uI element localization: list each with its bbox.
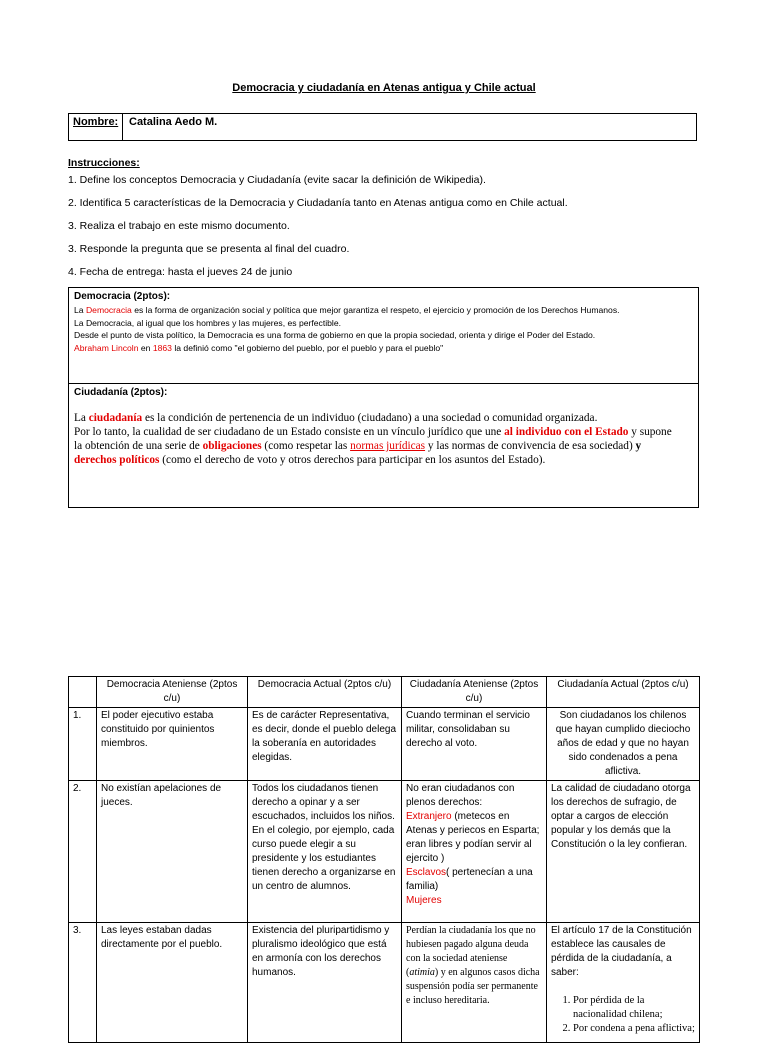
instruction-item: 1. Define los conceptos Democracia y Ciudadanía (evite sacar la definición de Wikipedia).: [68, 174, 486, 186]
header-num-cell: [69, 677, 97, 708]
list-item: 2. Por condena a pena aflictiva;: [573, 1022, 695, 1036]
table-cell[interactable]: Perdían la ciudadanía los que no hubiesen pagado alguna deuda con la sociedad ateniense (atimia) y en algunos casos dicha suspensión podía ser permanente e incluso hereditaria.: [402, 923, 547, 1043]
democracia-box: [68, 287, 699, 384]
table-cell[interactable]: No existían apelaciones de jueces.: [97, 781, 248, 923]
table-cell[interactable]: Es de carácter Representativa, es decir, donde el pueblo delega la soberanía en autoridades elegidas.: [248, 708, 402, 781]
instructions-heading: Instrucciones:: [68, 157, 140, 169]
header-democracia-ateniense: Democracia Ateniense (2ptos c/u): [97, 677, 248, 708]
instruction-item: 4. Fecha de entrega: hasta el jueves 24 de junio: [68, 266, 293, 278]
list-item: 1. Por pérdida de la nacionalidad chilena;: [573, 994, 695, 1022]
name-value[interactable]: Catalina Aedo M.: [129, 116, 218, 128]
table-row: [69, 708, 700, 781]
header-ciudadania-ateniense: Ciudadanía Ateniense (2ptos c/u): [402, 677, 547, 708]
row-number: 3.: [69, 923, 97, 1043]
table-cell[interactable]: Son ciudadanos los chilenos que hayan cumplido dieciocho años de edad y que no hayan sido condenados a pena aflictiva.: [547, 708, 700, 781]
table-cell[interactable]: Todos los ciudadanos tienen derecho a opinar y a ser escuchados, incluidos los niños. En el colegio, por ejemplo, cada curso puede elegir a su presidente y los estudiantes tienen derecho a organizarse en un centro de alumnos.: [248, 781, 402, 923]
democracia-text[interactable]: La Democracia es la forma de organización social y política que mejor garantiza el respeto, el ejercicio y promoción de los Derechos Humanos. La Democracia, al igual que los hombres y las mujeres, es perfectible. Desde el punto de vista político, la Democracia es una forma de gobierno en que la propia sociedad, orienta y dirige el Poder del Estado. Abraham Lincoln en 1863 la definió como "el gobierno del pueblo, por el pueblo y para el pueblo": [74, 305, 620, 353]
table-cell[interactable]: El artículo 17 de la Constitución establece las causales de pérdida de la ciudadanía, a saber: 1. Por pérdida de la nacionalidad chilena; 2. Por condena a pena aflictiva;: [547, 923, 700, 1043]
ciudadania-text[interactable]: La ciudadanía es la condición de pertenencia de un individuo (ciudadano) a una sociedad o comunidad organizada. Por lo tanto, la cualidad de ser ciudadano de un Estado consiste en un vínculo jurídico que une al individuo con el Estado y supone la obtención de una serie de obligaciones (como respetar las normas jurídicas y las normas de convivencia de esa sociedad) y derechos políticos (como el derecho de voto y otros derechos para participar en los asuntos del Estado).: [74, 412, 672, 466]
comparison-table: [68, 676, 700, 1043]
header-ciudadania-actual: Ciudadanía Actual (2ptos c/u): [547, 677, 700, 708]
table-row: [69, 923, 700, 1043]
ciudadania-box: [68, 383, 699, 508]
table-cell[interactable]: El poder ejecutivo estaba constituido por quinientos miembros.: [97, 708, 248, 781]
table-cell[interactable]: Existencia del pluripartidismo y pluralismo ideológico que está en armonía con los derechos humanos.: [248, 923, 402, 1043]
table-cell[interactable]: No eran ciudadanos con plenos derechos: Extranjero (metecos en Atenas y periecos en Esparta; eran libres y podían servir al ejercito ) Esclavos( pertenecían a una familia) Mujeres: [402, 781, 547, 923]
instruction-item: 3. Realiza el trabajo en este mismo documento.: [68, 220, 290, 232]
ciudadania-heading: Ciudadanía (2ptos):: [74, 387, 168, 398]
row-number: 2.: [69, 781, 97, 923]
table-cell[interactable]: Las leyes estaban dadas directamente por el pueblo.: [97, 923, 248, 1043]
table-header-row: [69, 677, 700, 708]
row-number: 1.: [69, 708, 97, 781]
table-cell[interactable]: La calidad de ciudadano otorga los derechos de sufragio, de optar a cargos de elección popular y los demás que la Constitución o la ley confieran.: [547, 781, 700, 923]
democracia-heading: Democracia (2ptos):: [74, 291, 171, 302]
header-democracia-actual: Democracia Actual (2ptos c/u): [248, 677, 402, 708]
name-box: [68, 113, 697, 141]
name-label: Nombre:: [69, 114, 123, 140]
instruction-item: 3. Responde la pregunta que se presenta al final del cuadro.: [68, 243, 350, 255]
instruction-item: 2. Identifica 5 características de la Democracia y Ciudadanía tanto en Atenas antigua como en Chile actual.: [68, 197, 568, 209]
instructions: [68, 157, 568, 278]
document-title: Democracia y ciudadanía en Atenas antigua y Chile actual: [232, 82, 536, 94]
causales-list: [551, 994, 695, 1036]
table-row: [69, 781, 700, 923]
table-cell[interactable]: Cuando terminan el servicio militar, consolidaban su derecho al voto.: [402, 708, 547, 781]
